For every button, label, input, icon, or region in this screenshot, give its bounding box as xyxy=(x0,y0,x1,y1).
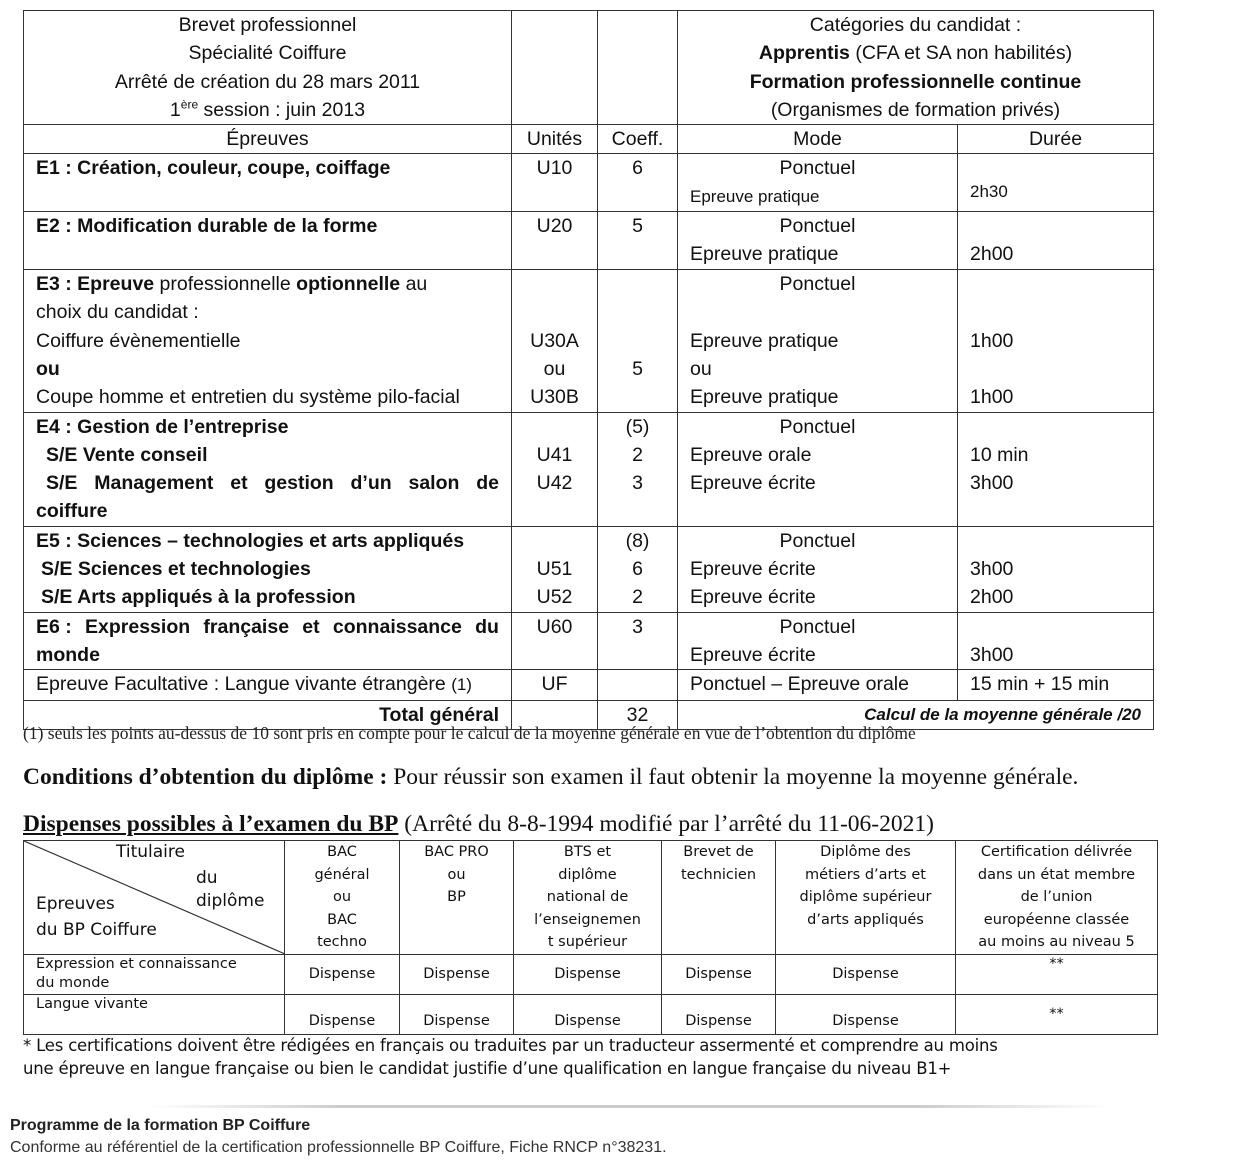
mode: Ponctuel Epreuve pratique ou Epreuve pratique xyxy=(678,270,958,412)
creation-date: Arrêté de création du 28 mars 2011 xyxy=(114,70,421,93)
cell: Dispense xyxy=(662,954,776,994)
coeff: (5) 2 3 xyxy=(598,412,678,526)
header-diplome-metiers-arts: Diplôme des métiers d’arts et diplôme supérieur d’arts appliqués xyxy=(776,841,956,955)
conditions: Conditions d’obtention du diplôme : Pour réussir son examen il faut obtenir la moyenne la moyenne générale. xyxy=(23,764,1079,790)
epreuve-label: E6 : Expression française et connaissance du monde xyxy=(24,612,512,670)
candidate-categories xyxy=(678,11,1154,125)
duree: 10 min 3h00 xyxy=(958,412,1154,526)
cell: ** xyxy=(956,994,1158,1034)
coeff: 6 xyxy=(598,154,678,212)
diploma-info xyxy=(24,11,512,125)
divider xyxy=(150,1105,1110,1108)
unit: U20 xyxy=(512,212,598,270)
duree: 2h00 xyxy=(958,212,1154,270)
mode: Ponctuel Epreuve écrite Epreuve écrite xyxy=(678,526,958,612)
table-row-e1 xyxy=(24,154,1154,212)
mode: Ponctuel Epreuve écrite xyxy=(678,612,958,670)
table-row xyxy=(24,954,1158,994)
table-row-e2 xyxy=(24,212,1154,270)
col-unites: Unités xyxy=(512,125,598,154)
categories-title: Catégories du candidat : xyxy=(809,14,1022,36)
table-row-e5 xyxy=(24,526,1154,612)
header-certification-ue: Certification délivrée dans un état membre de l’union européenne classée au moins au niveau 5 xyxy=(956,841,1158,955)
duree: 3h00 2h00 xyxy=(958,526,1154,612)
epreuve-label: E2 : Modification durable de la forme xyxy=(24,212,512,270)
cell: Dispense xyxy=(514,994,662,1034)
total-coeff: 32 xyxy=(598,700,678,729)
average-calc: Calcul de la moyenne générale /20 xyxy=(678,700,1154,729)
mode: Ponctuel Epreuve pratique xyxy=(678,154,958,212)
apprentis-line: Apprentis (CFA et SA non habilités) xyxy=(758,42,1073,65)
first-session: 1ère session : juin 2013 xyxy=(169,97,366,121)
column-headers xyxy=(24,125,1154,154)
mode: Ponctuel – Epreuve orale xyxy=(678,670,958,700)
unit: U41 U42 xyxy=(512,412,598,526)
dispenses-heading: Dispenses possibles à l’examen du BP (Arrêté du 8-8-1994 modifié par l’arrêté du 11-06-2021) xyxy=(23,811,934,837)
certification-note: * Les certifications doivent être rédigées en français ou traduites par un traducteur assermenté et comprendre au moins une épreuve en langue française ou bien le candidat justifie d’une qualification en langue française du niveau B1+ xyxy=(23,1036,998,1078)
cell: Dispense xyxy=(400,954,514,994)
cell: Dispense xyxy=(514,954,662,994)
epreuve-label: E3 : Epreuve professionnelle optionnelle au choix du candidat : Coiffure évènementielle ou Coupe homme et entretien du système pilo-facial xyxy=(24,270,512,412)
table-row-facultative xyxy=(24,670,1154,700)
mode: Ponctuel Epreuve pratique xyxy=(678,212,958,270)
col-duree: Durée xyxy=(958,125,1154,154)
table-row-e3 xyxy=(24,270,1154,412)
cell: Dispense xyxy=(776,994,956,1034)
col-mode: Mode xyxy=(678,125,958,154)
cell: Dispense xyxy=(662,994,776,1034)
epreuve-label: Epreuve Facultative : Langue vivante étrangère (1) xyxy=(24,670,512,700)
header-bac: BAC général ou BAC techno xyxy=(285,841,400,955)
cell: Dispense xyxy=(285,994,400,1034)
table-row xyxy=(24,994,1158,1034)
coeff: 5 xyxy=(598,212,678,270)
table-header-block xyxy=(24,11,1154,125)
epreuve-label: E1 : Création, couleur, coupe, coiffage xyxy=(24,154,512,212)
diploma-name: Brevet professionnel xyxy=(178,14,357,36)
coeff: (8) 6 2 xyxy=(598,526,678,612)
table-row-e4 xyxy=(24,412,1154,526)
corner-cell: Titulaire du diplôme Epreuves du BP Coiffure xyxy=(24,841,285,955)
cell: Dispense xyxy=(776,954,956,994)
cell: ** xyxy=(956,954,1158,994)
unit: U60 xyxy=(512,612,598,670)
unit: U30A ou U30B xyxy=(512,270,598,412)
coeff: 5 xyxy=(598,270,678,412)
header-bts: BTS et diplôme national de l’enseignemen t supérieur xyxy=(514,841,662,955)
cell: Dispense xyxy=(400,994,514,1034)
unit: U10 xyxy=(512,154,598,212)
table-row-e6 xyxy=(24,612,1154,670)
duree: 3h00 xyxy=(958,612,1154,670)
unit: U51 U52 xyxy=(512,526,598,612)
specialty: Spécialité Coiffure xyxy=(188,42,347,65)
header-brevet-technicien: Brevet de technicien xyxy=(662,841,776,955)
dispenses-table xyxy=(23,840,1158,1035)
col-coeff: Coeff. xyxy=(598,125,678,154)
row-label: Langue vivante xyxy=(24,994,285,1034)
fpc-line: Formation professionnelle continue xyxy=(749,70,1082,93)
epreuve-label: E4 : Gestion de l’entreprise S/E Vente conseil S/E Management et gestion d’un salon de coiffure xyxy=(24,412,512,526)
epreuve-label: E5 : Sciences – technologies et arts appliqués S/E Sciences et technologies S/E Arts appliqués à la profession xyxy=(24,526,512,612)
duree: 1h00 1h00 xyxy=(958,270,1154,412)
mode: Ponctuel Epreuve orale Epreuve écrite xyxy=(678,412,958,526)
programme-title: Programme de la formation BP Coiffure xyxy=(10,1117,311,1134)
col-epreuves: Épreuves xyxy=(24,125,512,154)
cell: Dispense xyxy=(285,954,400,994)
header-bac-pro: BAC PRO ou BP xyxy=(400,841,514,955)
coeff: 3 xyxy=(598,612,678,670)
total-label: Total général xyxy=(24,700,512,729)
duree: 15 min + 15 min xyxy=(958,670,1154,700)
row-label: Expression et connaissance du monde xyxy=(24,954,285,994)
unit: UF xyxy=(512,670,598,700)
exam-table xyxy=(23,10,1154,730)
footnote: (1) seuls les points au-dessus de 10 sont pris en compte pour le calcul de la moyenne générale en vue de l’obtention du diplôme xyxy=(23,723,916,743)
duree: 2h30 xyxy=(958,154,1154,212)
programme-text: Conforme au référentiel de la certification professionnelle BP Coiffure, Fiche RNCP n°38231. xyxy=(10,1139,667,1156)
organismes-line: (Organismes de formation privés) xyxy=(770,98,1061,121)
